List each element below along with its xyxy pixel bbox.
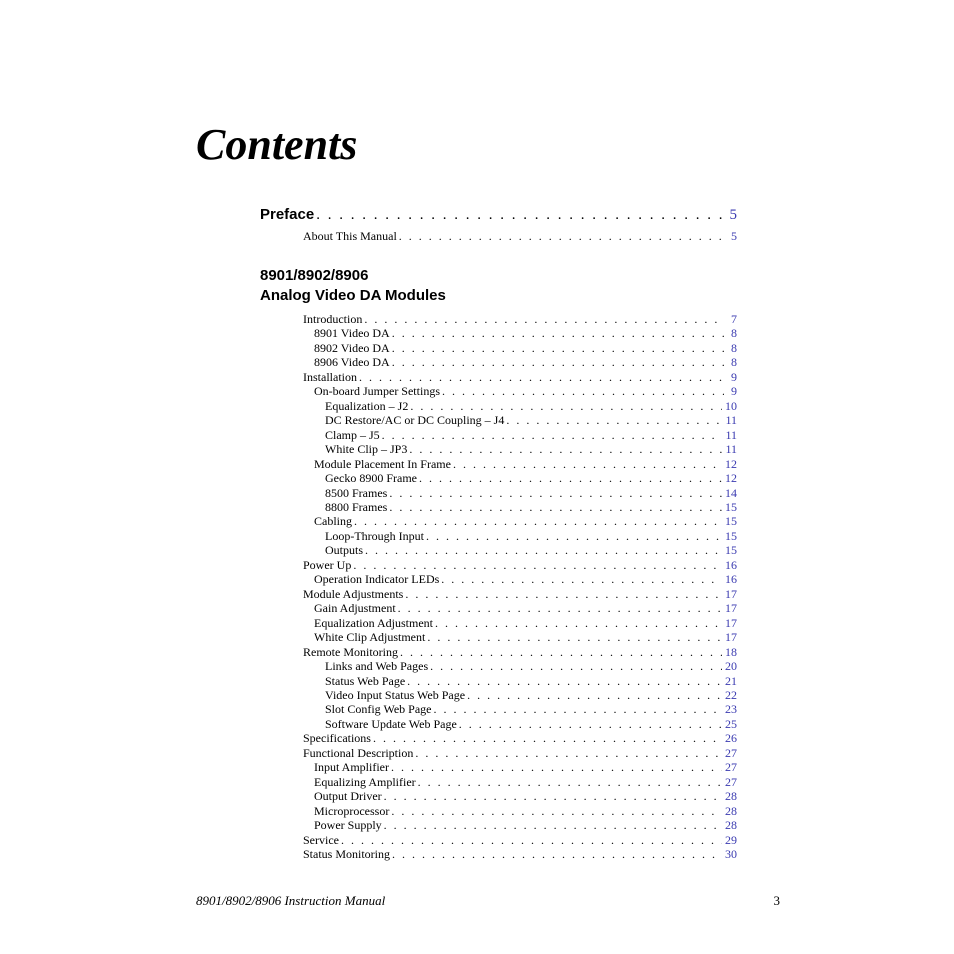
toc-label: Status Web Page xyxy=(325,673,406,688)
toc-page-number: 27 xyxy=(725,745,737,760)
toc-page-number: 10 xyxy=(725,398,737,413)
toc-label: White Clip – JP3 xyxy=(325,442,408,457)
toc-page-number: 7 xyxy=(731,312,737,326)
toc-entry[interactable] xyxy=(303,731,737,745)
toc-page-number: 30 xyxy=(725,847,737,862)
dot-leader xyxy=(435,616,722,630)
toc-entry[interactable] xyxy=(314,601,737,615)
toc-label: Equalizing Amplifier xyxy=(314,774,416,789)
section-heading-line2: Analog Video DA Modules xyxy=(260,287,446,304)
toc-page-number: 18 xyxy=(725,644,737,659)
toc-page-number: 17 xyxy=(725,630,737,645)
dot-leader xyxy=(441,572,722,586)
toc-label: 8800 Frames xyxy=(325,499,388,514)
toc-page-number: 26 xyxy=(725,731,737,746)
toc-page-number: 12 xyxy=(725,471,737,486)
dot-leader xyxy=(506,413,722,427)
toc-label: Outputs xyxy=(325,543,364,558)
dot-leader xyxy=(373,731,722,745)
toc-label: Functional Description xyxy=(303,745,414,760)
toc-page-number: 5 xyxy=(731,229,737,243)
toc-page-number: 15 xyxy=(725,528,737,543)
dot-leader xyxy=(392,326,724,340)
toc-label: Video Input Status Web Page xyxy=(325,687,466,702)
toc-label: Output Driver xyxy=(314,789,382,804)
dot-leader xyxy=(392,847,722,861)
toc-label: 8901 Video DA xyxy=(314,326,390,341)
toc-label: On-board Jumper Settings xyxy=(314,384,440,399)
dot-leader xyxy=(430,659,722,673)
toc-page-number: 23 xyxy=(725,702,737,717)
toc-label: Module Placement In Frame xyxy=(314,456,451,471)
toc-page-number: 28 xyxy=(725,789,737,804)
dot-leader xyxy=(399,229,724,243)
toc-page-number: 15 xyxy=(725,499,737,514)
toc-label: Remote Monitoring xyxy=(303,644,398,659)
toc-label: Equalization – J2 xyxy=(325,398,409,413)
dot-leader xyxy=(453,457,722,471)
toc-entry[interactable] xyxy=(325,674,737,688)
toc-label: DC Restore/AC or DC Coupling – J4 xyxy=(325,413,505,428)
toc-entry[interactable] xyxy=(314,341,737,355)
dot-leader xyxy=(415,746,722,760)
toc-page-number: 14 xyxy=(725,485,737,500)
toc-entry[interactable] xyxy=(325,659,737,673)
toc-label: Cabling xyxy=(314,514,352,529)
toc-entry[interactable] xyxy=(314,630,737,644)
toc-label: Gecko 8900 Frame xyxy=(325,471,417,486)
dot-leader xyxy=(353,558,722,572)
toc-page-number: 28 xyxy=(725,818,737,833)
toc-entry[interactable] xyxy=(325,717,737,731)
toc-entry[interactable] xyxy=(303,746,737,760)
dot-leader xyxy=(384,818,722,832)
toc-page-number: 17 xyxy=(725,601,737,616)
dot-leader xyxy=(407,674,722,688)
toc-page-number: 11 xyxy=(725,427,737,442)
dot-leader xyxy=(398,601,722,615)
dot-leader xyxy=(410,399,722,413)
toc-page-number: 11 xyxy=(725,442,737,457)
dot-leader xyxy=(426,529,722,543)
toc-page-number: 20 xyxy=(725,659,737,674)
toc-entry[interactable] xyxy=(303,833,737,847)
toc-entry[interactable] xyxy=(325,702,737,716)
dot-leader xyxy=(427,630,722,644)
toc-page-number: 29 xyxy=(725,832,737,847)
toc-entry[interactable] xyxy=(325,471,737,485)
toc-page-number: 28 xyxy=(725,803,737,818)
dot-leader xyxy=(418,775,722,789)
dot-leader xyxy=(400,645,722,659)
toc-entry[interactable] xyxy=(314,818,737,832)
dot-leader xyxy=(341,833,722,847)
toc-page-number: 21 xyxy=(725,673,737,688)
toc-label: 8500 Frames xyxy=(325,485,388,500)
toc-entry[interactable] xyxy=(325,442,737,456)
toc-entry[interactable] xyxy=(325,399,737,413)
dot-leader xyxy=(364,312,724,326)
dot-leader xyxy=(389,500,722,514)
footer-page-number: 3 xyxy=(773,893,780,908)
toc-label: Slot Config Web Page xyxy=(325,702,432,717)
toc-entry[interactable] xyxy=(314,326,737,340)
toc-label: 8902 Video DA xyxy=(314,340,390,355)
dot-leader xyxy=(391,804,722,818)
toc-label: Preface xyxy=(260,206,315,223)
dot-leader xyxy=(389,486,722,500)
toc-label: Installation xyxy=(303,369,357,384)
toc-page-number: 8 xyxy=(731,326,737,341)
dot-leader xyxy=(392,341,724,355)
toc-label: Clamp – J5 xyxy=(325,427,380,442)
toc-label: Links and Web Pages xyxy=(325,659,429,674)
toc-label: Software Update Web Page xyxy=(325,716,457,731)
toc-entry[interactable] xyxy=(303,558,737,572)
toc-entry[interactable] xyxy=(314,572,737,586)
toc-page-number: 15 xyxy=(725,543,737,558)
toc-entry[interactable] xyxy=(325,543,737,557)
dot-leader xyxy=(442,384,724,398)
dot-leader xyxy=(409,442,722,456)
toc-label: Microprocessor xyxy=(314,803,390,818)
dot-leader xyxy=(316,208,724,222)
dot-leader xyxy=(433,702,722,716)
toc-entry[interactable] xyxy=(314,457,737,471)
dot-leader xyxy=(392,355,724,369)
toc-entry[interactable] xyxy=(303,645,737,659)
dot-leader xyxy=(467,688,722,702)
dot-leader xyxy=(459,717,722,731)
dot-leader xyxy=(359,370,724,384)
dot-leader xyxy=(391,760,722,774)
toc-page-number: 8 xyxy=(731,355,737,370)
toc-label: Status Monitoring xyxy=(303,847,391,862)
toc-label: Module Adjustments xyxy=(303,586,404,601)
toc-page-number: 17 xyxy=(725,586,737,601)
toc-entry[interactable] xyxy=(314,789,737,803)
toc-page-number: 11 xyxy=(725,413,737,428)
dot-leader xyxy=(384,789,722,803)
dot-leader xyxy=(365,543,722,557)
toc-entry[interactable] xyxy=(314,616,737,630)
toc-label: About This Manual xyxy=(303,229,397,243)
toc-entry[interactable] xyxy=(314,514,737,528)
toc-label: Loop-Through Input xyxy=(325,528,424,543)
toc-label: Power Supply xyxy=(314,818,382,833)
toc-label: White Clip Adjustment xyxy=(314,630,426,645)
toc-page-number: 16 xyxy=(725,572,737,587)
toc-entry[interactable] xyxy=(303,229,737,243)
toc-page-number: 22 xyxy=(725,687,737,702)
toc-page-number: 9 xyxy=(731,369,737,384)
dot-leader xyxy=(419,471,722,485)
toc-page-number: 5 xyxy=(729,207,737,223)
toc-entry[interactable] xyxy=(303,847,737,861)
footer-manual-title: 8901/8902/8906 Instruction Manual xyxy=(196,893,386,908)
toc-label: Introduction xyxy=(303,312,363,326)
toc-page-number: 12 xyxy=(725,456,737,471)
toc-page-number: 25 xyxy=(725,716,737,731)
toc-label: Gain Adjustment xyxy=(314,601,396,616)
toc-page-number: 15 xyxy=(725,514,737,529)
toc-entry[interactable] xyxy=(325,428,737,442)
toc-entry[interactable] xyxy=(303,312,737,326)
page-title: Contents xyxy=(196,120,358,169)
dot-leader xyxy=(405,587,722,601)
toc-label: Power Up xyxy=(303,557,352,572)
toc-label: 8906 Video DA xyxy=(314,355,390,370)
toc-entry[interactable] xyxy=(314,384,737,398)
toc-entry[interactable] xyxy=(325,500,737,514)
toc-label: Specifications xyxy=(303,731,371,746)
toc-entry[interactable] xyxy=(314,760,737,774)
toc-label: Equalization Adjustment xyxy=(314,615,433,630)
dot-leader xyxy=(354,514,722,528)
toc-entry[interactable] xyxy=(325,529,737,543)
toc-label: Operation Indicator LEDs xyxy=(314,572,440,587)
toc-entry[interactable] xyxy=(314,775,737,789)
toc-entry[interactable] xyxy=(325,413,737,427)
toc-page-number: 16 xyxy=(725,557,737,572)
toc-page-number: 27 xyxy=(725,760,737,775)
toc-entry[interactable] xyxy=(325,486,737,500)
toc-page-number: 9 xyxy=(731,384,737,399)
toc-entry[interactable] xyxy=(314,804,737,818)
toc-entry-preface[interactable] xyxy=(260,208,737,222)
toc-page-number: 27 xyxy=(725,774,737,789)
dot-leader xyxy=(382,428,723,442)
toc-label: Input Amplifier xyxy=(314,760,389,775)
toc-entry[interactable] xyxy=(303,370,737,384)
toc-entry[interactable] xyxy=(325,688,737,702)
toc-page-number: 8 xyxy=(731,340,737,355)
section-heading-line1: 8901/8902/8906 xyxy=(260,267,369,284)
toc-entry[interactable] xyxy=(303,587,737,601)
toc-page-number: 17 xyxy=(725,615,737,630)
toc-entry[interactable] xyxy=(314,355,737,369)
toc-label: Service xyxy=(303,832,339,847)
